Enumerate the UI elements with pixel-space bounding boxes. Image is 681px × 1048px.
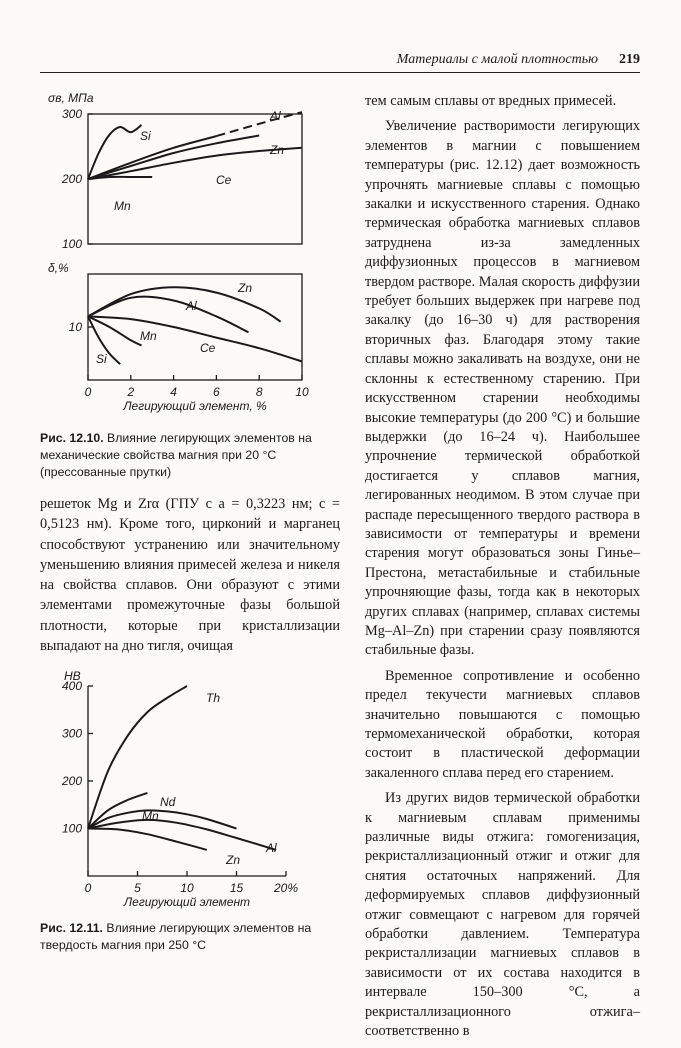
series-line-mn: [88, 177, 152, 179]
series-label-si: Si: [140, 129, 151, 143]
chart-hardness: [40, 668, 340, 908]
y-tick-label: 400: [61, 679, 82, 693]
series-line-zn: [88, 136, 259, 180]
series-line-dashed-al: [216, 112, 302, 136]
y-tick-label: 200: [61, 172, 82, 186]
chart-tensile-strength: [40, 90, 340, 260]
chart-elongation: [40, 262, 340, 412]
x-tick-label: 0: [84, 881, 92, 895]
x-axis-label: Легирующий элемент: [123, 895, 251, 909]
y-tick-label: 100: [61, 821, 82, 836]
series-label-al: Al: [266, 841, 277, 855]
y-tick-label: 200: [61, 774, 82, 788]
x-tick-label: 20%: [273, 881, 299, 895]
series-label-mn: Mn: [140, 329, 157, 343]
series-line-zn: [88, 829, 207, 850]
series-label-th: Th: [206, 691, 221, 705]
plot-frame: [88, 274, 302, 380]
y-tick-label: 300: [61, 726, 82, 741]
y-axis-label: δ,%: [48, 261, 69, 275]
y-axis-label: σв, МПа: [48, 91, 94, 105]
y-tick-label: 100: [61, 237, 82, 251]
y-tick-label: 300: [61, 107, 82, 121]
caption-label: Рис. 12.11.: [40, 921, 103, 935]
running-header: [390, 52, 640, 72]
series-label-zn: Zn: [226, 853, 241, 867]
paragraph: тем самым сплавы от вредных примесей.: [365, 93, 617, 109]
x-tick-label: 4: [170, 385, 177, 399]
x-axis-label: Легирующий элемент, %: [123, 399, 267, 413]
x-tick-label: 0: [84, 385, 92, 399]
x-tick-label: 15: [229, 881, 244, 895]
paragraph: Увеличение растворимости легирующих элементов в магнии с повышением температуры (рис. 12.12) дает возможность упрочнять магниевые сплавы с помощью закалки и искусственного старения. Однако термическая обработка магниевых сплавов затруднена из-за замедленных диффузионных процессов в магниевом твердом растворе. Малая скорость диффузии требует больших выдержек при нагреве под закалку (до 16–30 ч) для растворения вторичных фаз. Благодаря этому такие сплавы можно закаливать на воздухе, они не склонны к естественному старению. При искусственном старении необходимы высокие температуры (до 200 °С) и большие выдержки (до 16–24 ч). Наибольшее упрочнение термической обработкой достигается у сплавов магния, легированных неодимом. В этом случае при распаде пересыщенного твердого раствора в зависимости от температуры и времени старения могут образоваться зоны Гинье–Престона, метастабильные и стабильные упрочняющие фазы, тогда как в некоторых других сплавах (например, сплавах системы Mg–Al–Zn) при старении сразу появляются стабильные фазы.: [365, 118, 640, 659]
figure-12-11-caption: [40, 920, 340, 954]
series-label-si: Si: [96, 352, 107, 366]
series-label-mn: Mn: [142, 809, 159, 823]
caption-text: Влияние легирующих элементов на твердость магния при 250 °С: [40, 921, 312, 952]
header-rule: [40, 72, 640, 73]
x-tick-label: 6: [213, 385, 220, 399]
series-label-ce: Ce: [200, 341, 216, 355]
caption-text: Влияние легирующих элементов на механические свойства магния при 20 °С (прессованные прутки): [40, 431, 312, 479]
figure-12-10-caption: [40, 430, 340, 481]
plot-frame: [88, 114, 302, 244]
paragraph: Из других видов термической обработки к магниевым сплавам применимы различные виды отжига: гомогенизация, рекристаллизационный отжиг и отжиг для снятия остаточных напряжений. Для деформируемых сплавов диффузионный отжиг совмещают с нагревом для горячей обработки давлением. Температура рекристаллизации магниевых сплавов в зависимости от их состава находится в интервале 150–300 °С, а рекристаллизационного отжига–соответственно в: [365, 790, 640, 1040]
series-line-mn: [88, 810, 237, 828]
x-tick-label: 8: [255, 385, 263, 399]
series-label-mn: Mn: [114, 199, 131, 213]
paragraph: решеток Mg и Zrα (ГПУ с a = 0,3223 нм; c = 0,5123 нм). Кроме того, цирконий и марганец способствуют устранению или значительному уменьшению влияния примесей железа и никеля на свойства сплавов. Они образуют с этими элементами промежуточные фазы большой плотности, которые при кристаллизации выпадают на дно тигля, очищая: [40, 496, 340, 655]
paragraph: Временное сопротивление и особенно предел текучести магниевых сплавов значительно повышаются с помощью термомеханической обработки, которая состоит в пластической деформации закаленного сплава перед его старением.: [365, 667, 640, 781]
caption-label: Рис. 12.10.: [40, 431, 104, 445]
left-column-text: [40, 494, 340, 656]
x-tick-label: 2: [127, 385, 135, 399]
series-label-ce: Ce: [216, 173, 232, 187]
x-tick-label: 5: [134, 881, 141, 895]
series-line-al: [88, 820, 276, 850]
x-tick-label: 10: [180, 881, 194, 895]
x-tick-label: 10: [295, 385, 309, 399]
page-number: 219: [619, 52, 640, 67]
y-tick-label: 10: [68, 320, 82, 334]
running-title: Материалы с малой плотностью: [396, 52, 598, 67]
series-label-al: Al: [270, 109, 281, 123]
y-axis-label: HB: [64, 669, 81, 683]
right-column-text: [365, 92, 640, 1048]
series-label-zn: Zn: [270, 143, 285, 157]
series-label-al: Al: [186, 299, 197, 313]
series-label-nd: Nd: [160, 795, 176, 809]
series-line-ce: [88, 316, 302, 361]
axis-lines: [88, 686, 286, 876]
series-label-zn: Zn: [238, 281, 253, 295]
